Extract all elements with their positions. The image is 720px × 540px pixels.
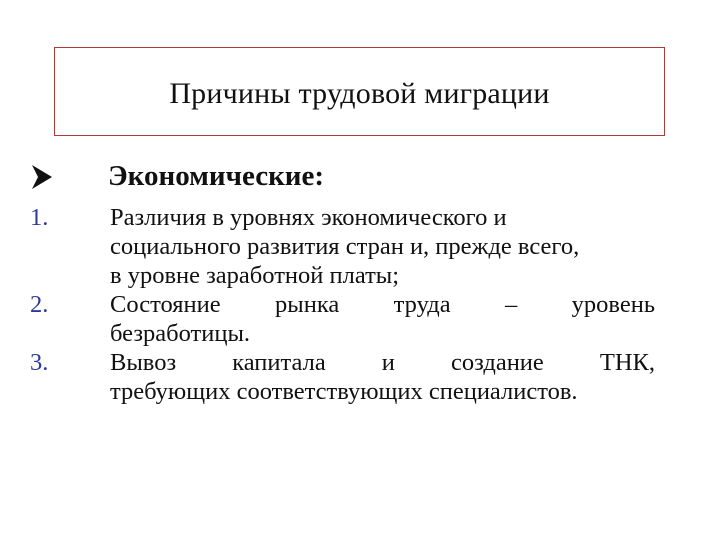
list-item-line: требующих соответствующих специалистов. [110, 378, 578, 405]
list-item-line: безработицы. [110, 320, 251, 347]
list-number: 1. [30, 204, 49, 231]
list-item [30, 348, 655, 406]
list-item-text [110, 203, 655, 290]
heading-text: Экономические: [108, 160, 325, 192]
section-heading [30, 160, 324, 193]
title-box [54, 47, 665, 136]
list-item-text [110, 348, 655, 406]
list-item [30, 203, 655, 290]
reasons-list [30, 203, 655, 406]
list-item-line: Состояние рынка труда – уровень [110, 291, 655, 318]
list-number: 3. [30, 349, 49, 376]
list-item [30, 290, 655, 348]
list-item-line: Различия в уровнях экономического и [110, 204, 507, 231]
arrow-bullet-icon [30, 162, 60, 192]
list-item-line: социального развития стран и, прежде всего, [110, 233, 580, 260]
list-item-line: в уровне заработной платы; [110, 262, 400, 289]
list-number: 2. [30, 291, 49, 318]
list-item-line: Вывоз капитала и создание ТНК, [110, 349, 655, 376]
list-item-text [110, 290, 655, 348]
slide-title: Причины трудовой миграции [169, 76, 550, 110]
